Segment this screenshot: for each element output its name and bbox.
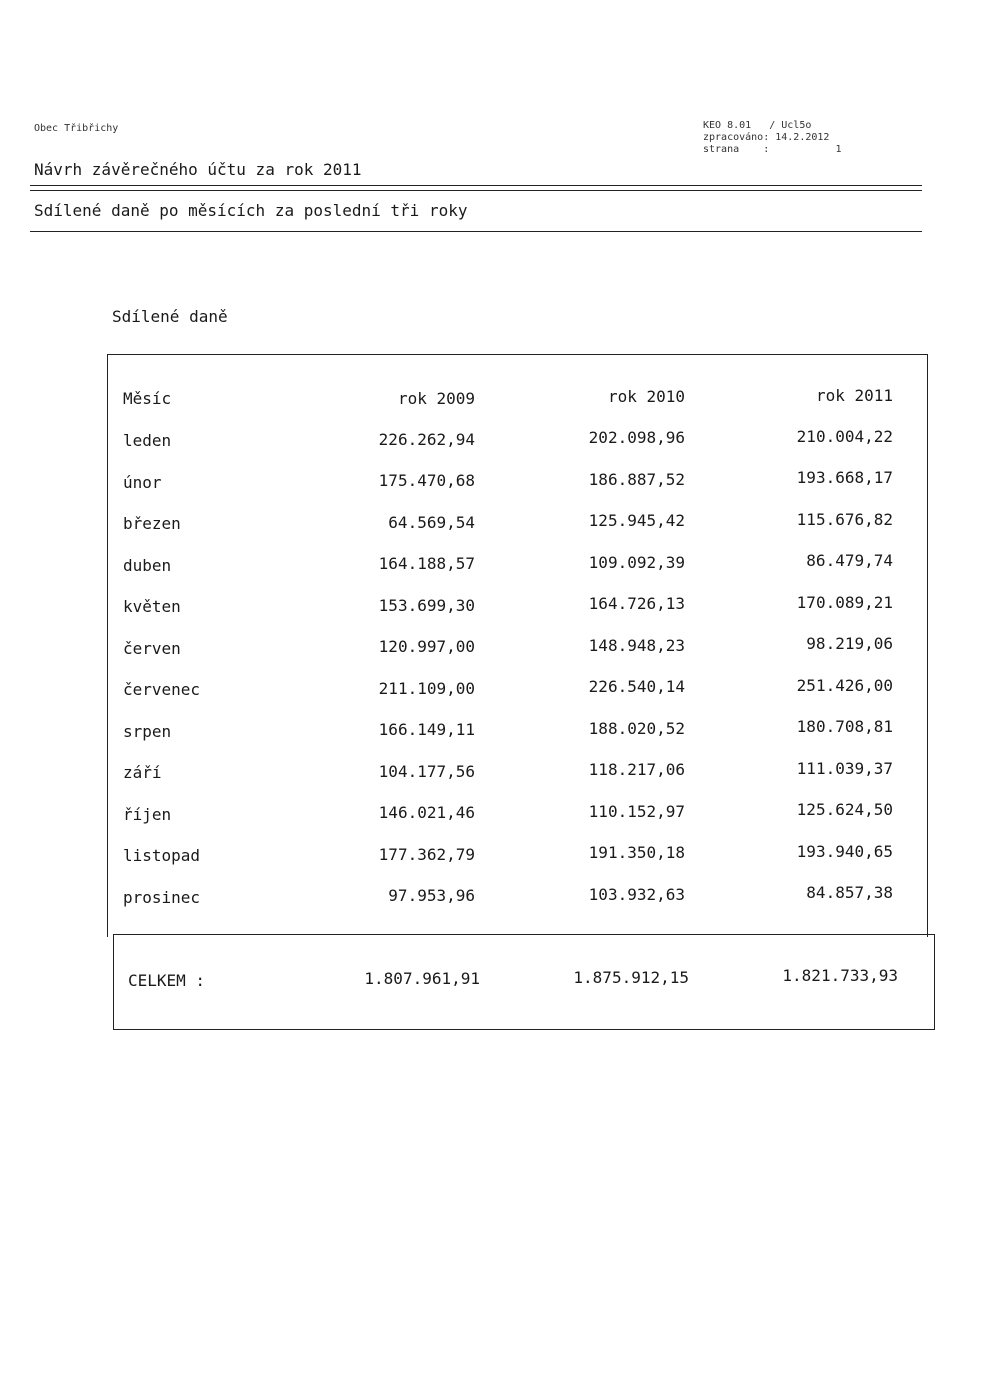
organization-name: Obec Třibřichy <box>34 123 119 134</box>
table-row-month: leden <box>123 431 172 450</box>
table-cell-2009: 120.997,00 <box>378 637 475 656</box>
table-cell-2009: 146.021,46 <box>378 803 475 822</box>
table-row-month: září <box>123 763 162 782</box>
table-cell-2011: 193.940,65 <box>796 842 893 861</box>
table-cell-2011: 125.624,50 <box>796 800 893 819</box>
column-header-2009: rok 2009 <box>397 389 475 408</box>
table-row-month: březen <box>123 514 181 533</box>
table-caption: Sdílené daně <box>112 307 228 326</box>
table-cell-2010: 164.726,13 <box>588 594 685 613</box>
total-2009: 1.807.961,91 <box>364 969 480 988</box>
processed-date: zpracováno: 14.2.2012 <box>703 132 830 143</box>
table-cell-2011: 86.479,74 <box>806 551 893 570</box>
report-meta <box>703 120 841 156</box>
table-cell-2011: 111.039,37 <box>796 759 893 778</box>
table-cell-2011: 115.676,82 <box>796 510 893 529</box>
table-cell-2009: 64.569,54 <box>388 513 475 532</box>
column-header-2011: rok 2011 <box>815 386 893 405</box>
table-cell-2010: 118.217,06 <box>588 760 685 779</box>
header-divider-bottom <box>30 190 922 191</box>
section-title: Sdílené daně po měsících za poslední tři roky <box>34 201 468 220</box>
table-cell-2011: 84.857,38 <box>806 883 893 902</box>
table-cell-2010: 202.098,96 <box>588 428 685 447</box>
table-row-month: srpen <box>123 722 172 741</box>
table-cell-2011: 170.089,21 <box>796 593 893 612</box>
table-cell-2009: 153.699,30 <box>378 596 475 615</box>
table-cell-2011: 98.219,06 <box>806 634 893 653</box>
table-cell-2009: 104.177,56 <box>378 762 475 781</box>
table-cell-2009: 226.262,94 <box>378 430 475 449</box>
table-cell-2010: 191.350,18 <box>588 843 685 862</box>
table-row-month: květen <box>123 597 181 616</box>
table-cell-2010: 148.948,23 <box>588 636 685 655</box>
table-cell-2009: 164.188,57 <box>378 554 475 573</box>
table-cell-2011: 251.426,00 <box>796 676 893 695</box>
table-cell-2010: 125.945,42 <box>588 511 685 530</box>
table-cell-2009: 175.470,68 <box>378 471 475 490</box>
table-row-month: únor <box>123 473 162 492</box>
page-number: strana : 1 <box>703 144 842 155</box>
total-label: CELKEM : <box>128 971 206 990</box>
table-cell-2009: 177.362,79 <box>378 845 475 864</box>
table-cell-2011: 193.668,17 <box>796 468 893 487</box>
table-cell-2011: 210.004,22 <box>796 427 893 446</box>
table-cell-2010: 188.020,52 <box>588 719 685 738</box>
total-2011: 1.821.733,93 <box>782 966 898 985</box>
table-cell-2011: 180.708,81 <box>796 717 893 736</box>
table-cell-2010: 109.092,39 <box>588 553 685 572</box>
column-header-month: Měsíc <box>123 389 172 408</box>
table-cell-2010: 110.152,97 <box>588 802 685 821</box>
table-row-month: listopad <box>123 846 201 865</box>
header-divider-top <box>30 185 922 186</box>
section-divider <box>30 231 922 232</box>
table-row-month: červenec <box>123 680 201 699</box>
table-row-month: říjen <box>123 805 172 824</box>
table-cell-2010: 186.887,52 <box>588 470 685 489</box>
table-row-month: červen <box>123 639 181 658</box>
table-cell-2009: 166.149,11 <box>378 720 475 739</box>
table-row-month: duben <box>123 556 172 575</box>
document-title: Návrh závěrečného účtu za rok 2011 <box>34 160 362 179</box>
column-header-2010: rok 2010 <box>607 387 685 406</box>
table-cell-2009: 97.953,96 <box>388 886 475 905</box>
table-row-month: prosinec <box>123 888 201 907</box>
table-cell-2010: 103.932,63 <box>588 885 685 904</box>
table-cell-2010: 226.540,14 <box>588 677 685 696</box>
table-cell-2009: 211.109,00 <box>378 679 475 698</box>
report-code: KEO 8.01 / Ucl5o <box>703 120 812 131</box>
total-2010: 1.875.912,15 <box>573 968 689 987</box>
